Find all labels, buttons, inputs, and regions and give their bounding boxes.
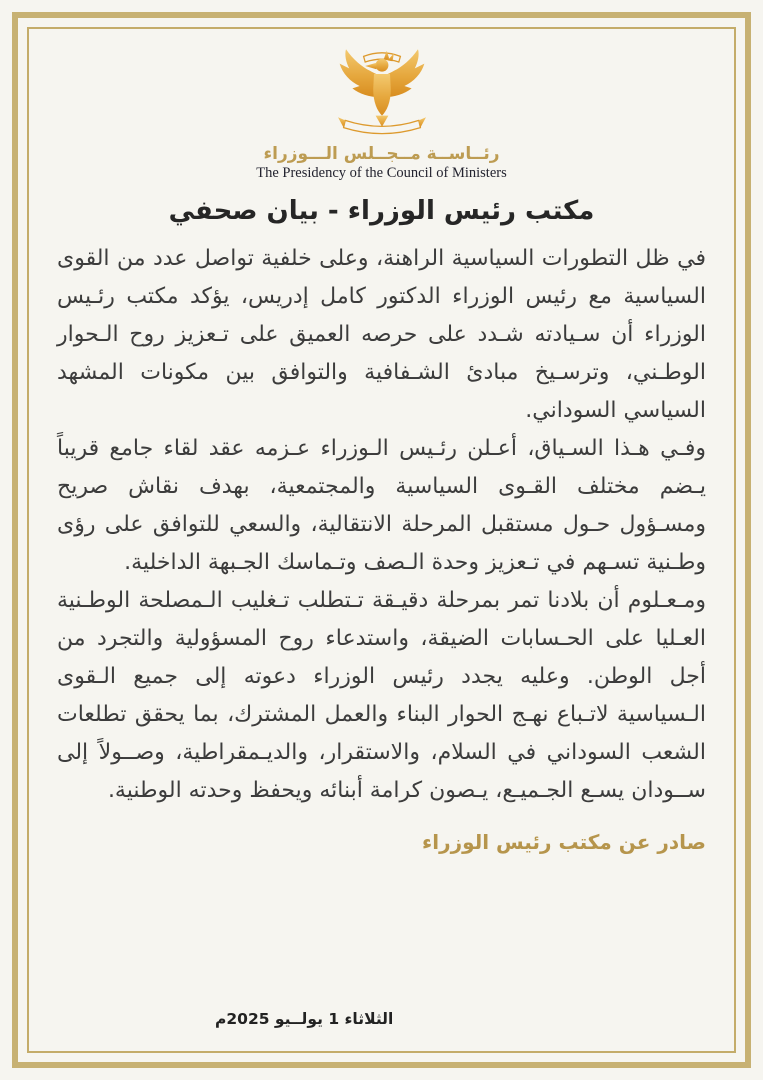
org-name-english: The Presidency of the Council of Ministers	[256, 165, 507, 181]
issued-by-line: صادر عن مكتب رئيس الوزراء	[422, 830, 706, 854]
org-name-arabic: رئــاســة مــجــلس الـــوزراء	[263, 144, 500, 164]
statement-body	[57, 240, 706, 810]
statement-date: الثلاثاء 1 يولــيو 2025م	[215, 1010, 394, 1028]
letterhead	[57, 46, 706, 182]
statement-paragraph-2: وفـي هـذا السـياق، أعـلن رئـيس الـوزراء عـزمه عقد لقاء جامع قريباً يـضم مختلف القـوى السياسية والمجتمعية، بهدف نقاش صريح ومسـؤول حـول مستقبل المرحلة الانتقالية، والسعي للتوافق على رؤى وطـنية تسـهم في تـعزيز وحدة الـصف وتـماسك الجـبهة الداخلية.	[57, 436, 706, 575]
statement-paragraph-1: في ظل التطورات السياسية الراهنة، وعلى خلفية تواصل عدد من القوى السياسية مع رئيس الوزراء الدكتور كامل إدريس، يؤكد مكتب رئـيس الوزراء أن سـيادته شـدد على حرصه العميق على تـعزيز روح الـحوار الوطـني، وترسـيخ مبادئ الشـفافية والتوافق بين مكونات المشهد السياسي السوداني.	[57, 246, 706, 423]
statement-content	[57, 46, 706, 854]
sudan-coat-of-arms-icon	[326, 46, 438, 142]
statement-paragraph-3: ومـعـلوم أن بلادنا تمر بمرحلة دقيـقة تـتطلب تـغليب الـمصلحة الوطـنية العـليا على الحـسابات الضيقة، واستدعاء روح المسؤولية والتجرد من أجل الوطن. وعليه يجدد رئيس الوزراء دعوته إلى جميع الـقوى الـسياسية لاتـباع نهـج الحوار البناء والعمل المشترك، بما يحقق تطلعات الشعب السوداني في السلام، والاستقرار، والديـمقراطية، وصــولاً إلى ســودان يسـع الجـميـع، يـصون كرامة أبنائه ويحفظ وحدته الوطنية.	[57, 588, 706, 803]
statement-title: مكتب رئيس الوزراء - بيان صحفي	[168, 196, 595, 226]
